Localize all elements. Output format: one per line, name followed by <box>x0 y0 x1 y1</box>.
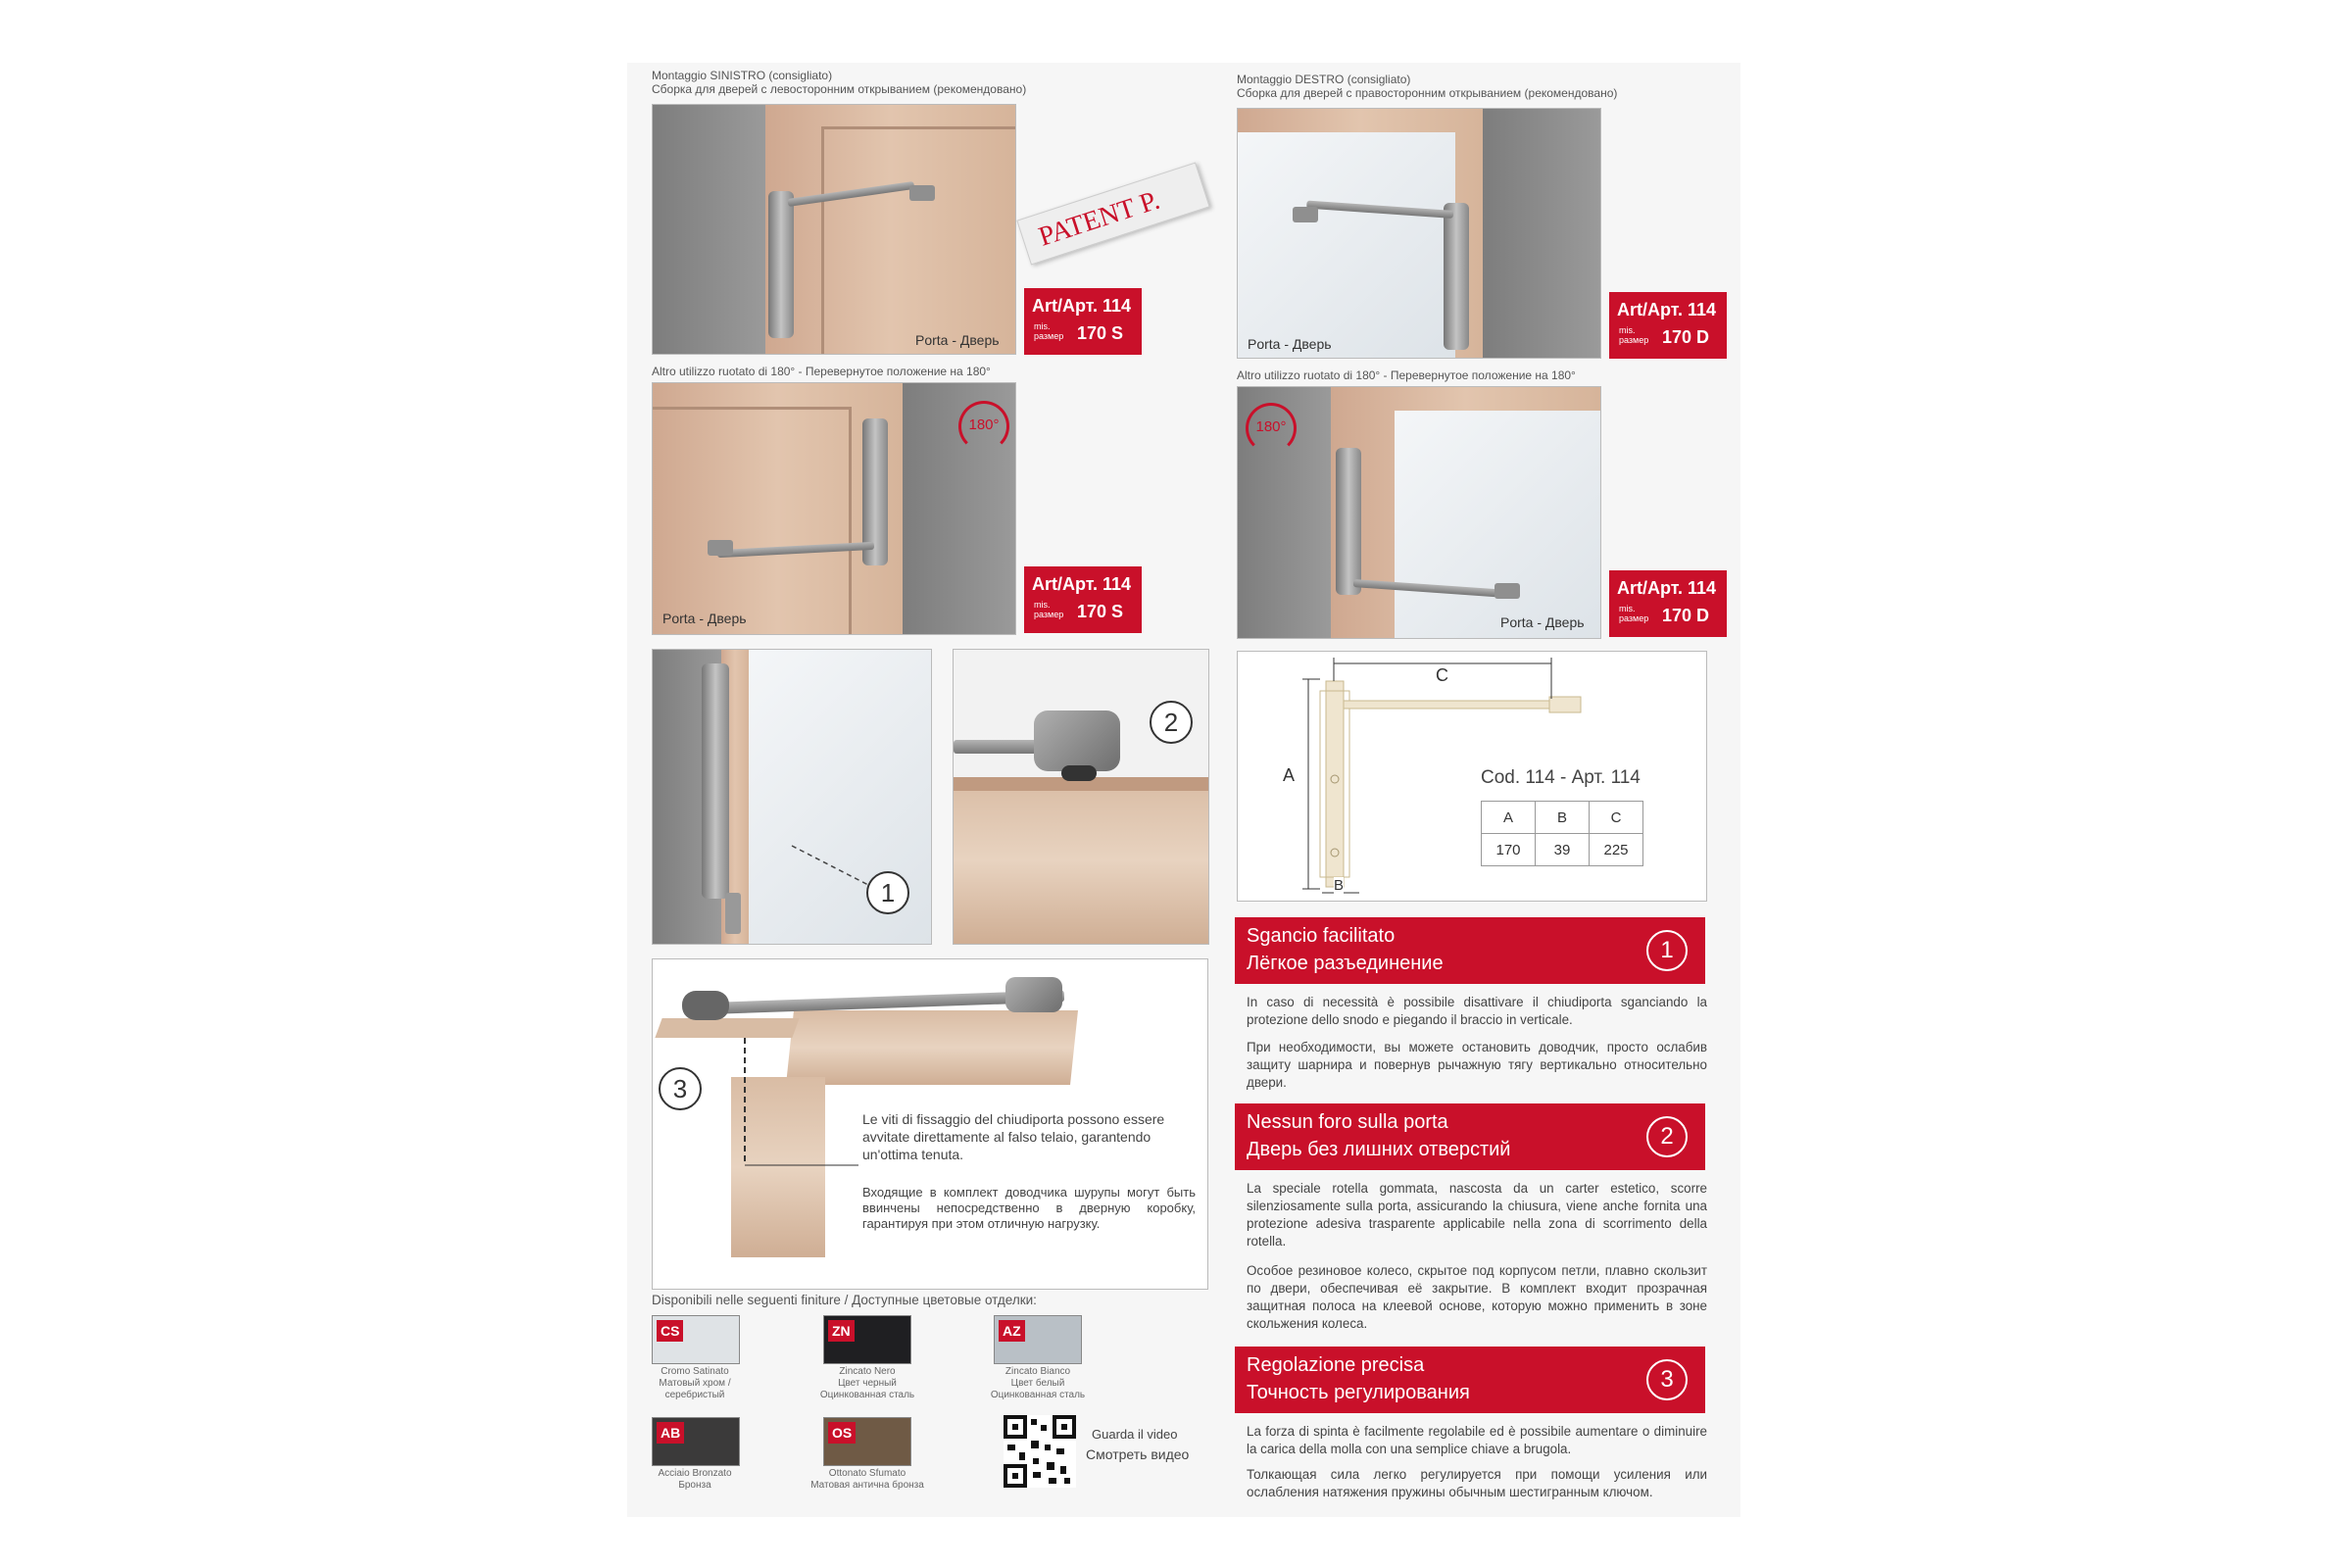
detail-photo-1 <box>652 649 932 945</box>
catalog-page <box>627 63 1740 1517</box>
feature-1-title-it: Sgancio facilitato <box>1247 925 1396 947</box>
finish-swatch-ab: AB <box>652 1417 740 1466</box>
feature-2-text-ru: Особое резиновое колесо, скрытое под корпусом петли, плавно скользит по двери, обеспечивая её закрытие. В комплект входит прозрачная защитная полоса на клеевой основе, которую можно применить в зоне скольжения колеса. <box>1247 1263 1707 1331</box>
left-mid-porta-label: Porta - Дверь <box>662 611 747 626</box>
finish-name-os: Ottonato Sfumato Матовая антична бронза <box>810 1468 924 1491</box>
feature-2-number: 2 <box>1646 1116 1688 1157</box>
diagram-code: Cod. 114 - Арт. 114 <box>1481 767 1641 788</box>
qr-code-icon[interactable] <box>1004 1415 1076 1488</box>
rotate-180-icon: 180° <box>958 401 1009 452</box>
patent-stamp: PATENT P. <box>1016 163 1209 266</box>
feature-3-text-ru: Толкающая сила легко регулируется при помощи усиления или ослабления натяжения пружины обычным шестигранным ключом. <box>1247 1467 1707 1499</box>
feature-1-text-it: In caso di necessità è possibile disattivare il chiudiporta sganciando la protezione dello snodo e piegando il braccio in verticale. <box>1247 995 1707 1027</box>
detail-number-2: 2 <box>1150 701 1193 744</box>
right-top-caption-it: Montaggio DESTRO (consigliato) <box>1237 73 1411 86</box>
right-rotated-photo <box>1237 386 1601 639</box>
finishes-title: Disponibili nelle seguenti finiture / Доступные цветовые отделки: <box>652 1293 1037 1307</box>
left-top-caption-it: Montaggio SINISTRO (consigliato) <box>652 69 833 82</box>
right-mid-caption: Altro utilizzo ruotato di 180° - Перевернутое положение на 180° <box>1237 368 1576 382</box>
installation-detail-photo <box>652 958 1208 1290</box>
detail-number-1: 1 <box>866 871 909 914</box>
dim-value-c: 225 <box>1590 834 1643 866</box>
dim-label-b: B <box>1334 877 1345 894</box>
dim-header-a: A <box>1482 802 1536 834</box>
feature-2-title-ru: Дверь без лишних отверстий <box>1247 1139 1511 1160</box>
feature-1-title-ru: Лёгкое разъединение <box>1247 953 1444 974</box>
right-mid-porta-label: Porta - Дверь <box>1500 614 1585 630</box>
left-rotated-photo <box>652 382 1016 635</box>
dim-value-b: 39 <box>1536 834 1590 866</box>
finish-swatch-zn: ZN <box>823 1315 911 1364</box>
dim-header-b: B <box>1536 802 1590 834</box>
rotate-180-icon: 180° <box>1246 403 1297 454</box>
dim-label-c: C <box>1436 665 1448 685</box>
right-top-caption-ru: Сборка для дверей с правосторонним открыванием (рекомендовано) <box>1237 86 1618 100</box>
left-top-porta-label: Porta - Дверь <box>915 332 1000 348</box>
art-tag-right-top: Art/Арт. 114 mis. размер 170 D <box>1609 292 1727 359</box>
left-top-caption-ru: Сборка для дверей с левосторонним открыванием (рекомендовано) <box>652 82 1027 96</box>
dim-label-a: A <box>1283 765 1296 785</box>
dim-value-a: 170 <box>1482 834 1536 866</box>
finish-name-cs: Cromo Satinato Матовый хром / серебристый <box>659 1366 731 1400</box>
right-top-porta-label: Porta - Дверь <box>1248 336 1332 352</box>
dimension-table <box>1481 801 1643 866</box>
feature-banner-1 <box>1235 917 1705 984</box>
finish-swatch-os: OS <box>823 1417 911 1466</box>
left-mount-photo <box>652 104 1016 355</box>
detail-photo-2 <box>953 649 1209 945</box>
finish-swatch-cs: CS <box>652 1315 740 1364</box>
dim-header-c: C <box>1590 802 1643 834</box>
install-text-it: Le viti di fissaggio del chiudiporta possono essere avvitate direttamente al falso telaio, garantendo un'ottima tenuta. <box>862 1111 1165 1162</box>
feature-3-title-ru: Точность регулирования <box>1247 1382 1470 1403</box>
finish-name-az: Zincato Bianco Цвет белый Оцинкованная сталь <box>990 1366 1086 1400</box>
dimension-diagram <box>1237 651 1707 902</box>
video-link-ru[interactable]: Смотреть видео <box>1086 1446 1190 1462</box>
feature-banner-2 <box>1235 1103 1705 1170</box>
video-link-it[interactable]: Guarda il video <box>1092 1427 1178 1442</box>
right-mount-photo <box>1237 108 1601 359</box>
install-text-ru: Входящие в комплект доводчика шурупы могут быть ввинчены непосредственно в дверную коробку, гарантируя при этом отличную нагрузку. <box>862 1185 1196 1231</box>
feature-3-title-it: Regolazione precisa <box>1247 1354 1425 1376</box>
feature-1-text-ru: При необходимости, вы можете остановить доводчик, просто ослабив защиту шарнира и повернув рычажную тягу вертикально относительно двери. <box>1247 1040 1707 1090</box>
finish-swatch-az: AZ <box>994 1315 1082 1364</box>
feature-3-number: 3 <box>1646 1359 1688 1400</box>
left-mid-caption: Altro utilizzo ruotato di 180° - Перевернутое положение на 180° <box>652 365 991 378</box>
feature-banner-3 <box>1235 1347 1705 1413</box>
feature-1-number: 1 <box>1646 930 1688 971</box>
feature-2-title-it: Nessun foro sulla porta <box>1247 1111 1448 1133</box>
art-tag-left-mid: Art/Арт. 114 mis. размер 170 S <box>1024 566 1142 633</box>
art-tag-left-top: Art/Арт. 114 mis. размер 170 S <box>1024 288 1142 355</box>
finish-name-ab: Acciaio Bronzato Бронза <box>658 1468 732 1491</box>
detail-number-3: 3 <box>659 1067 702 1110</box>
feature-3-text-it: La forza di spinta è facilmente regolabile ed è possibile aumentare o diminuire la carica della molla con una semplice chiave a brugola. <box>1247 1424 1707 1456</box>
finish-name-zn: Zincato Nero Цвет черный Оцинкованная сталь <box>819 1366 915 1400</box>
art-tag-right-mid: Art/Арт. 114 mis. размер 170 D <box>1609 570 1727 637</box>
feature-2-text-it: La speciale rotella gommata, nascosta da un carter estetico, scorre silenziosamente sulla porta, assicurando la chiusura, viene anche fornita una protezione adesiva trasparente applicabile nella zona di scorrimento della rotella. <box>1247 1181 1707 1249</box>
